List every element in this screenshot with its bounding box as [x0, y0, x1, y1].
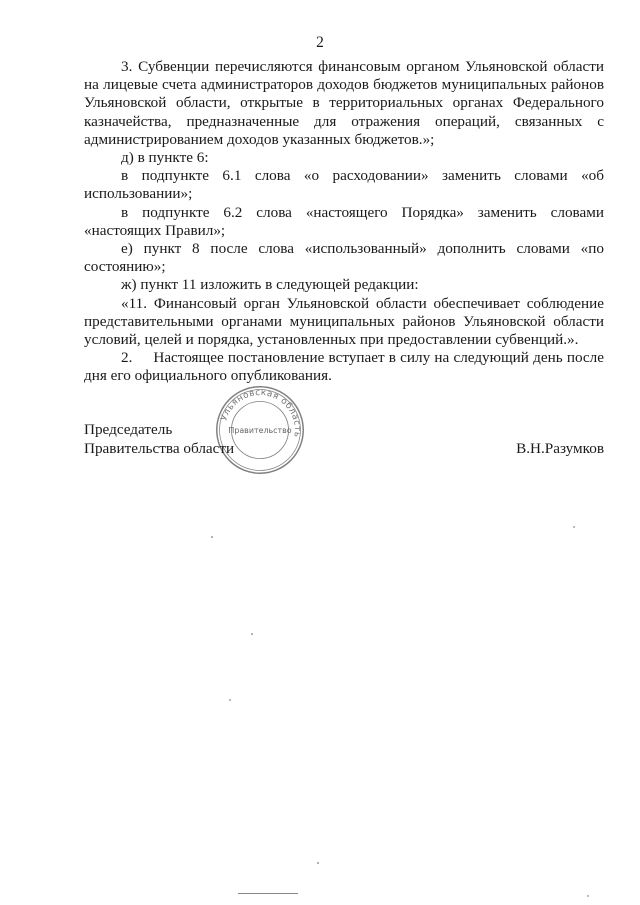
- paragraph-item-e: е) пункт 8 после слова «использованный» дополнить словами «по состоянию»;: [84, 240, 604, 276]
- svg-text:Ульяновская область: Ульяновская область: [219, 387, 303, 439]
- svg-text:Правительство: Правительство: [228, 425, 292, 435]
- document-body: [84, 58, 608, 386]
- signatory-title-line-2: Правительства области: [84, 440, 235, 457]
- signatory-title-line-1: Председатель: [84, 421, 173, 438]
- official-seal: [214, 384, 306, 476]
- paragraph-effective-date: 2. Настоящее постановление вступает в силу на следующий день после дня его официального опубликования.: [84, 349, 608, 385]
- paragraph-item-d: д) в пункте 6:: [121, 149, 209, 167]
- paragraph-subsidies: 3. Субвенции перечисляются финансовым органом Ульяновской области на лицевые счета администраторов доходов бюджетов муниципальных районов Ульяновской области, открытые в территориальных органах Федерального казначейства, предназначенные для отражения операций, связанных с администрированием доходов указанных бюджетов.»;: [84, 58, 604, 148]
- paragraph-item-d-6-2: в подпункте 6.2 слова «настоящего Порядка» заменить словами «настоящих Правил»;: [84, 203, 604, 239]
- page-number: 2: [316, 34, 324, 51]
- paragraph-item-d-6-1: в подпункте 6.1 слова «о расходовании» заменить словами «об использовании»;: [84, 167, 604, 203]
- signatory-name: В.Н.Разумков: [516, 440, 604, 457]
- paragraph-item-zh-text: «11. Финансовый орган Ульяновской области обеспечивает соблюдение представительными органами муниципальных районов Ульяновской области условий, целей и порядка, установленных при предоставлении субвенций.».: [84, 294, 604, 349]
- paragraph-item-zh: ж) пункт 11 изложить в следующей редакции:: [121, 276, 419, 294]
